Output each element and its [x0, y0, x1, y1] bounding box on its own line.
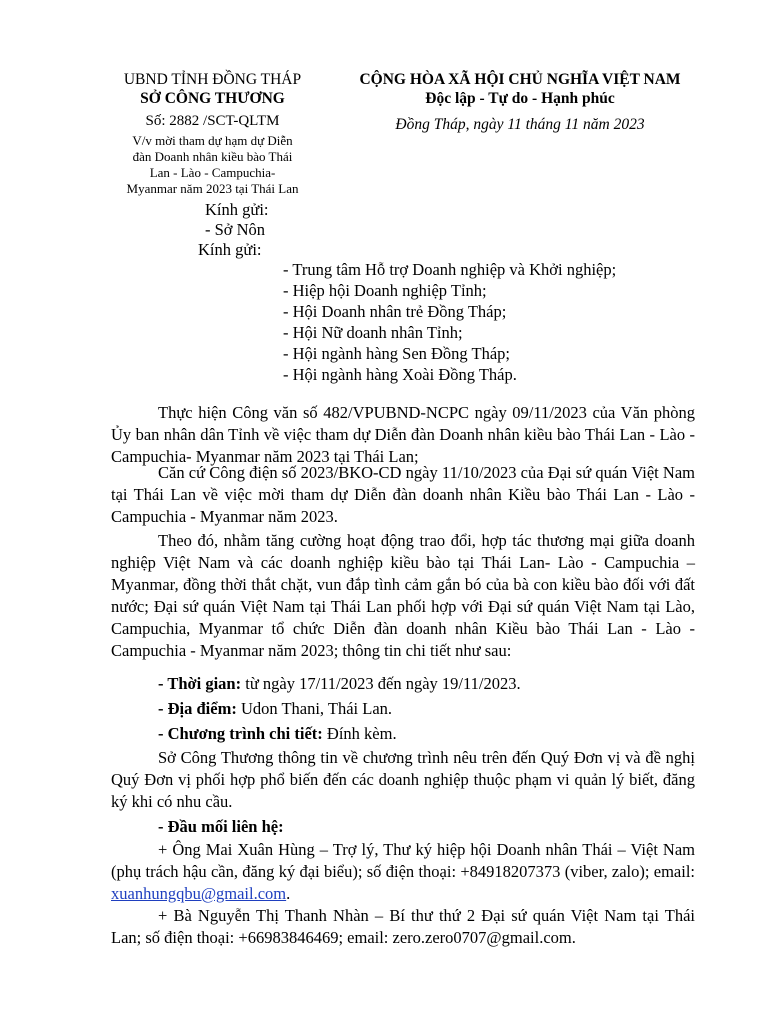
- contact-1-text: + Ông Mai Xuân Hùng – Trợ lý, Thư ký hiệp hội Doanh nhân Thái – Việt Nam (phụ trách hậu cần, đăng ký đại biểu); số điện thoại: +84918207373 (viber, zalo); email:: [111, 840, 695, 881]
- paragraph-3: Theo đó, nhằm tăng cường hoạt động trao đổi, hợp tác thương mại giữa doanh nghiệp Việt Nam và các doanh nghiệp kiều bào tại Thái Lan- Lào - Campuchia – Myanmar, đồng thời thắt chặt, vun đắp tình cảm gắn bó của bà con kiều bào đối với đất nước; Đại sứ quán Việt Nam tại Thái Lan phối hợp với Đại sứ quán Việt Nam tại Lào, Campuchia, Myanmar tổ chức Diễn đàn doanh nhân Kiều bào Thái Lan - Lào - Campuchia - Myanmar năm 2023; thông tin chi tiết như sau:: [111, 531, 695, 660]
- recipient-item: - Hội Nữ doanh nhân Tỉnh;: [283, 323, 463, 342]
- place-info: [158, 698, 392, 720]
- recipient-item: - Hiệp hội Doanh nghiệp Tỉnh;: [283, 281, 487, 300]
- recipient-item: - Hội ngành hàng Sen Đồng Tháp;: [283, 344, 510, 363]
- contact-1-end: .: [286, 884, 291, 903]
- doc-number: Số: 2882 /SCT-QLTM: [145, 113, 280, 129]
- time-label: - Thời gian:: [158, 674, 242, 693]
- org-parent: UBND TỈNH ĐỒNG THÁP: [123, 71, 302, 88]
- paragraph-4: Sở Công Thương thông tin về chương trình nêu trên đến Quý Đơn vị và đề nghị Quý Đơn vị phối hợp phổ biến đến các doanh nghiệp thuộc phạm vi quản lý biết, đăng ký khi có nhu cầu.: [111, 748, 695, 811]
- subject-line: đàn Doanh nhân kiều bào Thái: [132, 149, 293, 164]
- place-label: - Địa điểm:: [158, 699, 237, 718]
- subject-line: V/v mời tham dự hạm dự Diễn: [132, 133, 293, 148]
- motto: Độc lập - Tự do - Hạnh phúc: [425, 90, 615, 107]
- recipient-item: - Hội Doanh nhân trẻ Đồng Tháp;: [283, 302, 507, 321]
- program-value: Đính kèm.: [322, 724, 397, 743]
- time-value: từ ngày 17/11/2023 đến ngày 19/11/2023.: [241, 674, 521, 693]
- recipient-dept: - Sở Nôn: [205, 220, 266, 239]
- org-name: SỞ CÔNG THƯƠNG: [140, 90, 285, 107]
- contact-label: - Đầu mối liên hệ:: [158, 817, 284, 836]
- contact-1-email-link[interactable]: xuanhungqbu@gmail.com: [111, 884, 287, 903]
- program-info: [158, 723, 397, 745]
- recipient-item: - Hội ngành hàng Xoài Đồng Tháp.: [283, 365, 517, 384]
- contact-2: + Bà Nguyễn Thị Thanh Nhàn – Bí thư thứ 2 Đại sứ quán Việt Nam tại Thái Lan; số điện thoại: +66983846469; email: zero.zero0707@gmail.com.: [111, 906, 695, 947]
- greeting-1: Kính gửi:: [205, 200, 269, 219]
- time-info: [158, 673, 521, 695]
- place-date: Đồng Tháp, ngày 11 tháng 11 năm 2023: [395, 116, 645, 133]
- recipient-list: [283, 259, 616, 385]
- paragraph-2: Căn cứ Công điện số 2023/BKO-CD ngày 11/10/2023 của Đại sứ quán Việt Nam tại Thái Lan về việc mời tham dự Diễn đàn doanh nhân Kiều bào Thái Lan - Lào - Campuchia - Myanmar năm 2023.: [111, 463, 695, 526]
- country-name: CỘNG HÒA XÃ HỘI CHỦ NGHĨA VIỆT NAM: [359, 71, 681, 88]
- place-value: Udon Thani, Thái Lan.: [236, 699, 393, 718]
- program-label: - Chương trình chi tiết:: [158, 724, 323, 743]
- subject-line: Lan - Lào - Campuchia-: [149, 165, 276, 180]
- recipient-item: - Trung tâm Hỗ trợ Doanh nghiệp và Khởi nghiệp;: [283, 260, 617, 279]
- greeting-2: Kính gửi:: [198, 240, 262, 259]
- contact-1: [111, 839, 695, 905]
- paragraph-1: Thực hiện Công văn số 482/VPUBND-NCPC ngày 09/11/2023 của Văn phòng Ủy ban nhân dân Tỉnh về việc tham dự Diễn đàn Doanh nhân kiều bào Thái Lan - Lào - Campuchia- Myanmar năm 2023 tại Thái Lan;: [111, 403, 695, 466]
- subject-line: Myanmar năm 2023 tại Thái Lan: [126, 181, 299, 196]
